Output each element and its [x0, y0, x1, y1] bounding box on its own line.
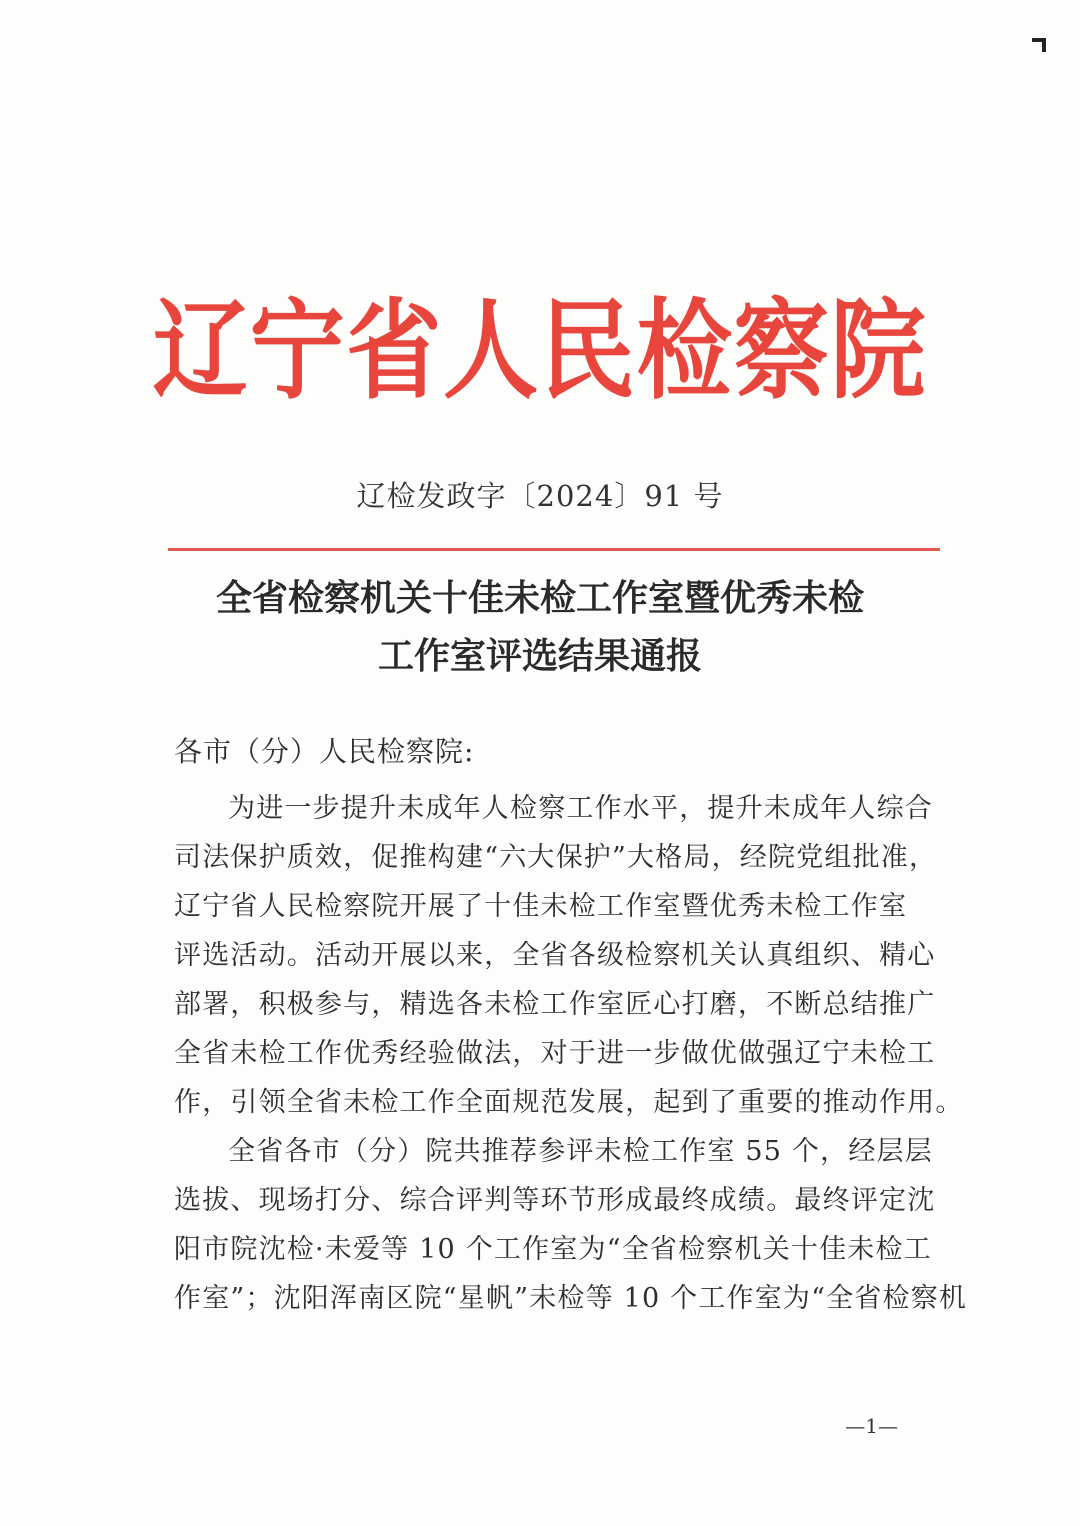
paragraph-1-line-3: 辽宁省人民检察院开展了十佳未检工作室暨优秀未检工作室	[174, 891, 908, 922]
corner-mark-icon	[1032, 38, 1046, 52]
paragraph-2-line-1: 全省各市（分）院共推荐参评未检工作室 55 个，经层层	[228, 1136, 933, 1167]
page-number: —1—	[845, 1414, 898, 1438]
paragraph-2-line-3: 阳市院沈检·未爱等 10 个工作室为“全省检察机关十佳未检工	[174, 1234, 932, 1265]
agency-name-header: 辽宁省人民检察院	[152, 288, 928, 414]
document-title	[150, 570, 930, 686]
document-body	[174, 784, 968, 1323]
salutation: 各市（分）人民检察院:	[174, 735, 475, 768]
paragraph-1-line-1: 为进一步提升未成年人检察工作水平，提升未成年人综合	[228, 793, 933, 824]
paragraph-2-line-4: 作室”；沈阳浑南区院“星帆”未检等 10 个工作室为“全省检察机	[174, 1283, 968, 1314]
title-line-2: 工作室评选结果通报	[377, 636, 702, 677]
paragraph-2-line-2: 选拔、现场打分、综合评判等环节形成最终成绩。最终评定沈	[174, 1185, 936, 1216]
document-number: 辽检发政字〔2024〕91 号	[356, 479, 724, 513]
paragraph-1-line-5: 部署，积极参与，精选各未检工作室匠心打磨，不断总结推广	[174, 989, 936, 1020]
title-line-1: 全省检察机关十佳未检工作室暨优秀未检	[215, 578, 864, 619]
paragraph-1-line-2: 司法保护质效，促推构建“六大保护”大格局，经院党组批准，	[174, 842, 938, 873]
paragraph-1-line-6: 全省未检工作优秀经验做法，对于进一步做优做强辽宁未检工	[174, 1038, 936, 1069]
red-divider-line	[168, 548, 940, 551]
paragraph-1-line-7: 作，引领全省未检工作全面规范发展，起到了重要的推动作用。	[174, 1087, 964, 1118]
paragraph-1-line-4: 评选活动。活动开展以来，全省各级检察机关认真组织、精心	[174, 940, 936, 971]
